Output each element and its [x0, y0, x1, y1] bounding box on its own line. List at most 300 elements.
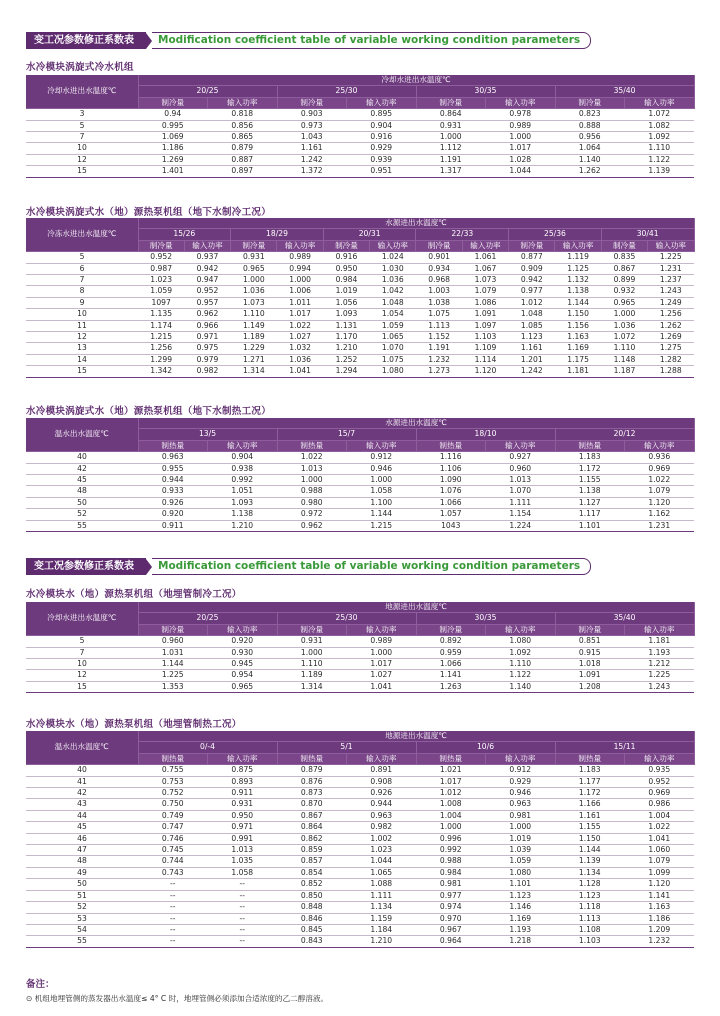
row-temperature: 44: [26, 810, 138, 821]
table-cell: 0.892: [416, 636, 486, 647]
capacity-header: 制冷量: [416, 240, 462, 251]
table-cell: 1.119: [555, 252, 601, 263]
table-cell: 1.048: [509, 309, 555, 320]
group-header: 地源进出水温度℃: [138, 602, 694, 613]
table-cell: 1.028: [486, 154, 556, 165]
table-cell: 1.156: [555, 320, 601, 331]
table-cell: 0.942: [509, 275, 555, 286]
table-cell: 0.965: [601, 297, 647, 308]
table-cell: 1.189: [277, 670, 347, 681]
table-cell: 1.131: [323, 320, 369, 331]
table-row: [26, 354, 694, 365]
table-row: [26, 867, 694, 878]
table-cell: 1.275: [648, 343, 694, 354]
power-header: 输入功率: [347, 97, 417, 108]
table-5-title: 水冷模块水（地）源热泵机组（地埋管制热工况）: [26, 719, 242, 730]
table-row: [26, 520, 694, 531]
table-cell: 1.242: [509, 366, 555, 377]
power-header: 输入功率: [625, 97, 695, 108]
table-cell: 0.854: [277, 867, 347, 878]
table-cell: 1.120: [625, 497, 695, 508]
table-cell: 1.172: [555, 463, 625, 474]
table-cell: 1.092: [625, 132, 695, 143]
table-cell: 1.079: [625, 856, 695, 867]
table-cell: 1.215: [347, 520, 417, 531]
row-temperature: 55: [26, 936, 138, 947]
col-group-header: 18/29: [231, 229, 324, 240]
table-row: [26, 902, 694, 913]
table-cell: 1.138: [555, 286, 601, 297]
table-row: [26, 845, 694, 856]
table-cell: 1.099: [625, 867, 695, 878]
table-row: [26, 856, 694, 867]
table-cell: 0.960: [486, 463, 556, 474]
capacity-header: 制冷量: [231, 240, 277, 251]
table-row: [26, 154, 694, 165]
table-cell: 0.975: [184, 343, 230, 354]
table-row: [26, 636, 694, 647]
table-cell: 0.926: [347, 788, 417, 799]
table-cell: 1.112: [416, 143, 486, 154]
table-cell: 0.969: [625, 463, 695, 474]
row-temperature: 12: [26, 154, 138, 165]
table-cell: 1.039: [486, 845, 556, 856]
table-cell: 0.965: [231, 263, 277, 274]
table-cell: 1.110: [625, 143, 695, 154]
row-temperature: 14: [26, 354, 138, 365]
table-cell: 1.064: [555, 143, 625, 154]
table-cell: 0.744: [138, 856, 208, 867]
table-cell: 1.181: [555, 366, 601, 377]
table-cell: 1.041: [347, 681, 417, 692]
table-cell: 1.017: [416, 776, 486, 787]
table-cell: 1.229: [231, 343, 277, 354]
col-group-header: 0/-4: [138, 742, 277, 753]
section-banner-1: [26, 32, 591, 49]
table-cell: 1.048: [370, 297, 416, 308]
table-cell: 1.174: [138, 320, 184, 331]
table-cell: 0.867: [277, 810, 347, 821]
table-cell: 1.122: [625, 154, 695, 165]
table-cell: 0.957: [184, 297, 230, 308]
row-temperature: 10: [26, 659, 138, 670]
table-cell: 1.215: [138, 332, 184, 343]
table-cell: 0.937: [184, 252, 230, 263]
table-cell: 1.177: [555, 776, 625, 787]
capacity-header: 制热量: [416, 753, 486, 764]
table-row: [26, 463, 694, 474]
table-cell: 1.103: [462, 332, 508, 343]
table-cell: 0.934: [416, 263, 462, 274]
table-cell: 1.019: [323, 286, 369, 297]
table-cell: 1.086: [462, 297, 508, 308]
table-cell: 1.218: [486, 936, 556, 947]
table-cell: 1.076: [416, 486, 486, 497]
table-cell: 1.144: [138, 659, 208, 670]
capacity-header: 制冷量: [555, 624, 625, 635]
table-cell: 1.159: [347, 913, 417, 924]
table-cell: 1.273: [416, 366, 462, 377]
table-cell: 0.852: [277, 879, 347, 890]
table-cell: 1.088: [347, 879, 417, 890]
table-cell: 1.249: [648, 297, 694, 308]
table-cell: 0.929: [486, 776, 556, 787]
table-cell: 0.944: [347, 799, 417, 810]
row-temperature: 15: [26, 166, 138, 177]
table-cell: 1.091: [462, 309, 508, 320]
table-cell: 1.232: [416, 354, 462, 365]
table-row: [26, 810, 694, 821]
table-cell: 1.161: [277, 143, 347, 154]
table-cell: 0.952: [138, 252, 184, 263]
table-cell: 1.017: [347, 659, 417, 670]
table-row: [26, 109, 694, 120]
row-temperature: 7: [26, 647, 138, 658]
table-row: [26, 913, 694, 924]
table-cell: 1.139: [555, 856, 625, 867]
table-cell: 0.938: [208, 463, 278, 474]
col-group-header: 35/40: [555, 86, 694, 97]
table-row: [26, 475, 694, 486]
table-cell: 0.856: [208, 120, 278, 131]
table-cell: 1.110: [601, 343, 647, 354]
table-row: [26, 275, 694, 286]
table-cell: 1.141: [625, 890, 695, 901]
row-header: 温水出水温度℃: [26, 418, 138, 452]
table-cell: 0.995: [138, 120, 208, 131]
table-cell: --: [138, 902, 208, 913]
table-cell: 0.945: [208, 659, 278, 670]
table-cell: 1.023: [138, 275, 184, 286]
table-cell: 1.170: [323, 332, 369, 343]
table-row: [26, 366, 694, 377]
table-cell: 0.867: [601, 263, 647, 274]
table-cell: 0.988: [277, 486, 347, 497]
table-row: [26, 132, 694, 143]
table-cell: 0.851: [555, 636, 625, 647]
table-cell: 1.093: [323, 309, 369, 320]
table-cell: 1.125: [555, 263, 601, 274]
row-temperature: 3: [26, 109, 138, 120]
table-cell: 1.401: [138, 166, 208, 177]
table-cell: 0.965: [208, 681, 278, 692]
table-cell: 1.127: [555, 497, 625, 508]
table-cell: 0.950: [323, 263, 369, 274]
table-cell: 1.144: [555, 845, 625, 856]
table-cell: 1.169: [555, 343, 601, 354]
table-cell: 0.912: [486, 765, 556, 776]
table-cell: 1.262: [648, 320, 694, 331]
table-cell: 1.210: [347, 936, 417, 947]
capacity-header: 制冷量: [555, 97, 625, 108]
table-cell: 1.113: [416, 320, 462, 331]
table-cell: 0.946: [486, 788, 556, 799]
table-cell: 1.004: [625, 810, 695, 821]
table-cell: 0.994: [277, 263, 323, 274]
table-cell: 1.075: [416, 309, 462, 320]
table-cell: 0.753: [138, 776, 208, 787]
table-cell: --: [208, 902, 278, 913]
table-cell: 1.073: [462, 275, 508, 286]
table-row: [26, 879, 694, 890]
table-cell: 1.256: [138, 343, 184, 354]
table-cell: 0.971: [208, 822, 278, 833]
table-cell: 1.054: [370, 309, 416, 320]
capacity-header: 制冷量: [138, 97, 208, 108]
table-cell: 1.073: [231, 297, 277, 308]
table-cell: 1043: [416, 520, 486, 531]
table-cell: 1.317: [416, 166, 486, 177]
table-cell: 0.845: [277, 924, 347, 935]
table-cell: 0.933: [138, 486, 208, 497]
table-cell: 1.314: [277, 681, 347, 692]
table-cell: 0.873: [277, 788, 347, 799]
table-cell: 0.908: [347, 776, 417, 787]
table-cell: 1.271: [231, 354, 277, 365]
table-cell: 0.962: [184, 309, 230, 320]
table-cell: 1.263: [416, 681, 486, 692]
table-cell: 0.963: [486, 799, 556, 810]
table-cell: 1.002: [347, 833, 417, 844]
table-cell: 1.299: [138, 354, 184, 365]
capacity-header: 制热量: [416, 440, 486, 451]
table-cell: 1.057: [416, 509, 486, 520]
capacity-header: 制热量: [138, 440, 208, 451]
power-header: 输入功率: [555, 240, 601, 251]
table-cell: 0.915: [555, 647, 625, 658]
table-cell: 0.891: [347, 765, 417, 776]
row-temperature: 13: [26, 343, 138, 354]
table-cell: 0.939: [347, 154, 417, 165]
table-cell: 0.982: [347, 822, 417, 833]
table-cell: 0.996: [416, 833, 486, 844]
table-cell: 1.022: [625, 475, 695, 486]
table-cell: 1.269: [648, 332, 694, 343]
table-cell: 0.935: [625, 765, 695, 776]
table-cell: 1.183: [555, 765, 625, 776]
table-cell: 1.138: [208, 509, 278, 520]
table-cell: 1.000: [416, 132, 486, 143]
table-cell: 1.191: [416, 154, 486, 165]
col-group-header: 25/30: [277, 613, 416, 624]
table-cell: 0.870: [277, 799, 347, 810]
table-cell: 1.027: [347, 670, 417, 681]
table-cell: 1.056: [323, 297, 369, 308]
table-cell: 1.004: [416, 810, 486, 821]
table-cell: 0.981: [486, 810, 556, 821]
col-group-header: 15/11: [555, 742, 694, 753]
table-cell: 1.224: [486, 520, 556, 531]
table-cell: 1.231: [625, 520, 695, 531]
table-cell: 0.951: [347, 166, 417, 177]
table-row: [26, 936, 694, 947]
row-header: 冷冻水进出水温度℃: [26, 218, 138, 252]
table-cell: 1.193: [625, 647, 695, 658]
table-cell: 0.969: [625, 788, 695, 799]
table-cell: 1.058: [347, 486, 417, 497]
table-cell: 1.184: [347, 924, 417, 935]
capacity-header: 制冷量: [277, 624, 347, 635]
power-header: 输入功率: [347, 624, 417, 635]
table-cell: 1.030: [370, 263, 416, 274]
row-temperature: 10: [26, 309, 138, 320]
table-3-title: 水冷模块涡旋式水（地）源热泵机组（地下水制热工况）: [26, 406, 272, 417]
table-cell: 0.929: [347, 143, 417, 154]
table-cell: 1.208: [555, 681, 625, 692]
table-cell: 1.116: [416, 452, 486, 463]
capacity-header: 制热量: [277, 440, 347, 451]
table-cell: 0.879: [208, 143, 278, 154]
table-cell: 0.746: [138, 833, 208, 844]
table-cell: 1.043: [277, 132, 347, 143]
row-temperature: 55: [26, 520, 138, 531]
table-cell: 1.134: [555, 867, 625, 878]
table-row: [26, 263, 694, 274]
table-cell: 1.120: [462, 366, 508, 377]
power-header: 输入功率: [208, 440, 278, 451]
table-cell: 1.079: [625, 486, 695, 497]
table-row: [26, 143, 694, 154]
section-banner-zh: 变工况参数修正系数表: [26, 558, 146, 575]
table-cell: 1.140: [555, 154, 625, 165]
table-cell: 0.911: [208, 788, 278, 799]
col-group-header: 30/41: [601, 229, 694, 240]
notes-line: ⊙ 机组地埋管侧的蒸发器出水温度≤ 4° C 时，地埋管侧必须添加合适浓度的乙二醇溶液。: [26, 994, 329, 1003]
col-group-header: 35/40: [555, 613, 694, 624]
table-cell: 1.162: [625, 509, 695, 520]
table-cell: 1.252: [323, 354, 369, 365]
table-row: [26, 286, 694, 297]
table-cell: 1.181: [625, 636, 695, 647]
table-cell: 1.282: [648, 354, 694, 365]
table-cell: 0.887: [208, 154, 278, 165]
table-cell: 1.152: [416, 332, 462, 343]
table-cell: 0.745: [138, 845, 208, 856]
table-cell: 1.154: [486, 509, 556, 520]
table-cell: 0.916: [347, 132, 417, 143]
table-cell: 0.956: [555, 132, 625, 143]
table-cell: 0.931: [277, 636, 347, 647]
row-temperature: 8: [26, 286, 138, 297]
table-cell: 1.003: [416, 286, 462, 297]
row-temperature: 40: [26, 452, 138, 463]
table-cell: 1.080: [486, 636, 556, 647]
table-row: [26, 509, 694, 520]
table-row: [26, 776, 694, 787]
table-cell: 0.926: [138, 497, 208, 508]
table-cell: --: [138, 924, 208, 935]
table-cell: --: [138, 913, 208, 924]
table-cell: 1.201: [509, 354, 555, 365]
capacity-header: 制冷量: [277, 97, 347, 108]
table-cell: 1.021: [416, 765, 486, 776]
table-cell: 1.072: [601, 332, 647, 343]
table-1-title: 水冷模块涡旋式冷水机组: [26, 62, 134, 73]
table-cell: 1.101: [486, 879, 556, 890]
table-cell: 1.058: [208, 867, 278, 878]
row-temperature: 52: [26, 902, 138, 913]
table-cell: 1.314: [231, 366, 277, 377]
table-cell: 0.877: [509, 252, 555, 263]
section-banner-en: Modification coefficient table of variable working condition parameters: [152, 32, 591, 49]
table-cell: 1.000: [486, 132, 556, 143]
power-header: 输入功率: [208, 624, 278, 635]
table-cell: 1.085: [509, 320, 555, 331]
table-cell: 1.101: [555, 520, 625, 531]
table-cell: 1.225: [625, 670, 695, 681]
table-cell: 1.120: [625, 879, 695, 890]
section-banner-2: [26, 558, 591, 575]
table-cell: 1.091: [555, 670, 625, 681]
table-cell: 1.123: [486, 890, 556, 901]
group-header: 水源进出水温度℃: [138, 218, 694, 229]
table-cell: 1.148: [601, 354, 647, 365]
table-cell: 0.749: [138, 810, 208, 821]
capacity-header: 制热量: [555, 753, 625, 764]
table-cell: 0.901: [416, 252, 462, 263]
table-cell: 1.060: [625, 845, 695, 856]
table-cell: 1.041: [277, 366, 323, 377]
table-cell: 1.044: [347, 856, 417, 867]
table-cell: 0.862: [277, 833, 347, 844]
table-cell: 1.017: [486, 143, 556, 154]
table-cell: 0.912: [347, 452, 417, 463]
table-cell: 1.256: [648, 309, 694, 320]
table-cell: 1.231: [648, 263, 694, 274]
table-cell: 0.977: [509, 286, 555, 297]
table-cell: 0.952: [184, 286, 230, 297]
row-temperature: 5: [26, 120, 138, 131]
table-cell: 1.011: [277, 297, 323, 308]
table-cell: 0.752: [138, 788, 208, 799]
table-cell: 1.100: [347, 497, 417, 508]
table-cell: 0.916: [323, 252, 369, 263]
row-temperature: 53: [26, 913, 138, 924]
table-cell: 1.172: [555, 788, 625, 799]
table-cell: 1.036: [277, 354, 323, 365]
table-cell: 0.982: [184, 366, 230, 377]
table-cell: 1.144: [347, 509, 417, 520]
table-cell: 0.865: [208, 132, 278, 143]
col-group-header: 15/26: [138, 229, 231, 240]
table-cell: 1.150: [555, 833, 625, 844]
table-cell: 1.128: [555, 879, 625, 890]
table-cell: 0.848: [277, 902, 347, 913]
table-cell: 1.023: [347, 845, 417, 856]
row-temperature: 43: [26, 799, 138, 810]
capacity-header: 制冷量: [416, 624, 486, 635]
table-cell: 0.920: [138, 509, 208, 520]
table-cell: 1.072: [625, 109, 695, 120]
row-temperature: 42: [26, 788, 138, 799]
table-cell: --: [208, 924, 278, 935]
table-row: [26, 765, 694, 776]
table-cell: 0.950: [208, 810, 278, 821]
table-cell: 1.139: [625, 166, 695, 177]
table-cell: 1.059: [138, 286, 184, 297]
table-cell: 1.372: [277, 166, 347, 177]
table-cell: 1.110: [277, 659, 347, 670]
table-2: [26, 218, 695, 378]
table-row: [26, 252, 694, 263]
table-cell: 1.183: [555, 452, 625, 463]
table-cell: 1.294: [323, 366, 369, 377]
table-cell: 0.991: [208, 833, 278, 844]
table-cell: 1.035: [208, 856, 278, 867]
row-temperature: 7: [26, 275, 138, 286]
table-cell: 1.209: [625, 924, 695, 935]
notes-title: 备注：: [26, 979, 55, 990]
